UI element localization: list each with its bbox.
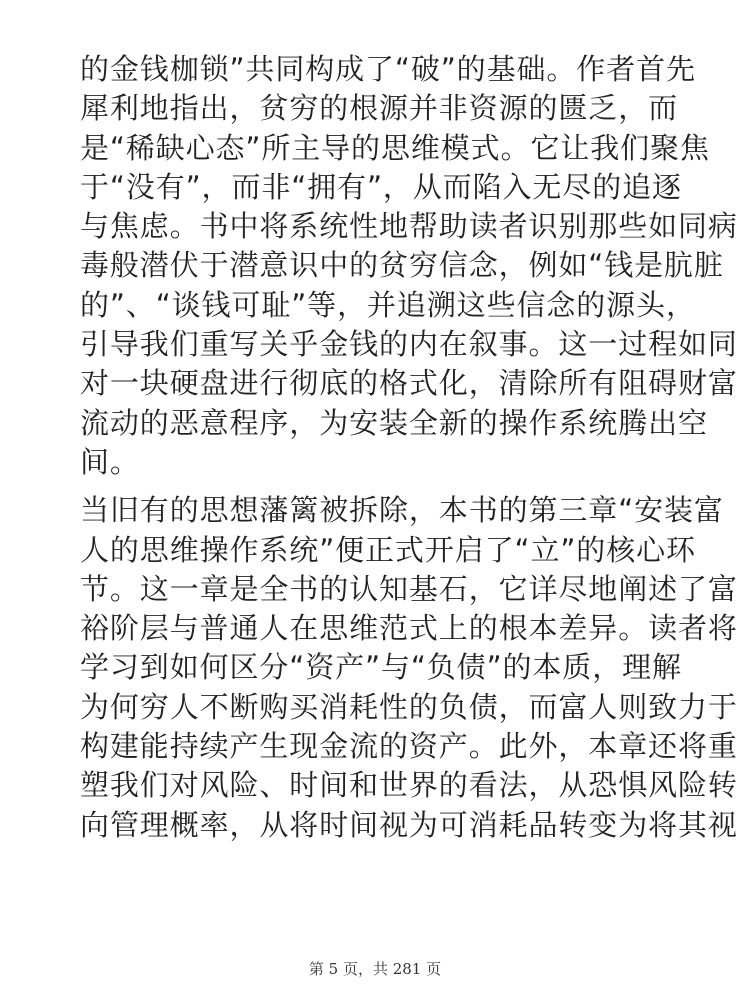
text-line: 为何穷人不断购买消耗性的负债，而富人则致力于 <box>80 689 738 724</box>
text-line: 是“稀缺心态”所主导的思维模式。它让我们聚焦 <box>80 130 710 165</box>
text-line: 间。 <box>80 444 140 479</box>
text-line: 塑我们对风险、时间和世界的看法，从恐惧风险转 <box>80 768 738 803</box>
text-line: 当旧有的思想藩篱被拆除，本书的第三章“安装富 <box>80 493 724 528</box>
text-line: 犀利地指出，贫穷的根源并非资源的匮乏，而 <box>80 91 679 126</box>
text-line: 的金钱枷锁”共同构成了“破”的基础。作者首先 <box>80 52 696 86</box>
text-line: 流动的恶意程序，为安装全新的操作系统腾出空 <box>80 405 708 440</box>
text-line: 构建能持续产生现金流的资产。此外，本章还将重 <box>80 729 738 764</box>
text-line: 毒般潜伏于潜意识中的贫穷信念，例如“钱是肮脏 <box>80 248 724 283</box>
text-line: 人的思维操作系统”便正式开启了“立”的核心环 <box>80 532 696 567</box>
text-line: 的”、“谈钱可耻”等，并追溯这些信念的源头， <box>80 287 696 322</box>
text-line: 节。这一章是全书的认知基石，它详尽地阐述了富 <box>80 571 738 606</box>
body-text <box>80 50 738 845</box>
text-line: 裕阶层与普通人在思维范式上的根本差异。读者将 <box>80 611 738 646</box>
text-line: 学习到如何区分“资产”与“负债”的本质，理解 <box>80 650 682 685</box>
paragraph-1 <box>80 50 738 482</box>
paragraph-2 <box>80 491 738 845</box>
text-line: 对一块硬盘进行彻底的格式化，清除所有阻碍财富 <box>80 366 738 401</box>
page-number-footer: 第 5 页，共 281 页 <box>308 960 442 978</box>
text-line: 引导我们重写关乎金钱的内在叙事。这一过程如同 <box>80 327 738 362</box>
text-line: 与焦虑。书中将系统性地帮助读者识别那些如同病 <box>80 209 738 244</box>
text-line: 于“没有”，而非“拥有”，从而陷入无尽的追逐 <box>80 169 682 204</box>
text-line: 向管理概率，从将时间视为可消耗品转变为将其视 <box>80 807 738 842</box>
